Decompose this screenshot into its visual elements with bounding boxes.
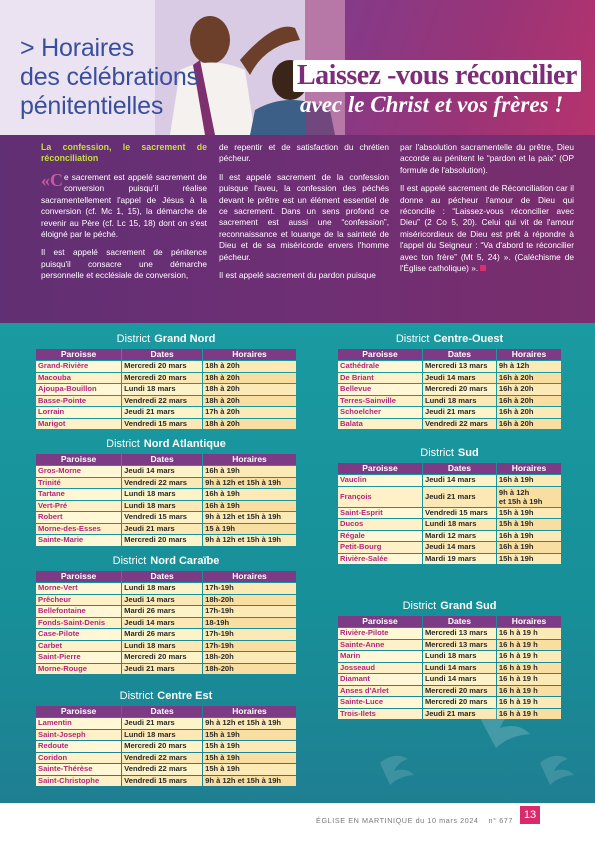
hours-cell: 18h à 20h	[203, 373, 296, 384]
table-row	[36, 361, 296, 372]
district-centre-ouest	[337, 332, 562, 430]
hours-cell: 9h à 12h et 15h à 19h	[203, 718, 296, 729]
table-row	[338, 554, 561, 565]
hours-cell: 16h à 19h	[497, 531, 561, 542]
parish-cell: Ajoupa-Bouillon	[36, 384, 121, 395]
schedule-table	[35, 570, 297, 675]
date-cell: Mercredi 20 mars	[122, 361, 202, 372]
hours-cell: 16 h à 19 h	[497, 640, 561, 651]
page-number: 13	[520, 806, 540, 824]
col-parish-header: Paroisse	[36, 706, 121, 717]
table-row	[36, 595, 296, 606]
hours-cell: 15h à 19h	[203, 741, 296, 752]
hours-cell: 15 à 19h	[203, 524, 296, 535]
district-grand-sud	[337, 599, 562, 720]
hours-cell: 18h à 20h	[203, 396, 296, 407]
col-hours-header: Horaires	[497, 616, 561, 627]
hours-cell: 9h à 12h et 15h à 19h	[497, 487, 561, 507]
table-header-row	[36, 349, 296, 360]
date-cell: Mercredi 13 mars	[423, 361, 496, 372]
parish-cell: Saint-Joseph	[36, 730, 121, 741]
table-row	[36, 535, 296, 546]
parish-cell: Rivière-Salée	[338, 554, 422, 565]
col-dates-header: Dates	[122, 571, 202, 582]
hours-cell: 16h à 19h	[497, 475, 561, 486]
col-parish-header: Paroisse	[338, 616, 422, 627]
parish-cell: Sainte-Luce	[338, 697, 422, 708]
date-cell: Vendredi 22 mars	[122, 396, 202, 407]
date-cell: Mercredi 20 mars	[122, 535, 202, 546]
date-cell: Jeudi 21 mars	[122, 524, 202, 535]
col-dates-header: Dates	[423, 463, 496, 474]
article-column-2	[219, 142, 389, 288]
article-heading: La confession, le sacrement de réconciliation	[41, 142, 207, 163]
date-cell: Mercredi 20 mars	[423, 697, 496, 708]
table-row	[36, 652, 296, 663]
date-cell: Jeudi 14 mars	[423, 475, 496, 486]
hours-cell: 17h à 20h	[203, 407, 296, 418]
table-row	[338, 531, 561, 542]
date-cell: Vendredi 15 mars	[423, 508, 496, 519]
parish-cell: Prêcheur	[36, 595, 121, 606]
confession-article	[0, 135, 595, 323]
schedule-table	[337, 348, 562, 430]
parish-cell: Sainte-Anne	[338, 640, 422, 651]
date-cell: Lundi 18 mars	[423, 651, 496, 662]
hours-cell: 16 h à 19 h	[497, 663, 561, 674]
parish-cell: Bellefontaine	[36, 606, 121, 617]
hours-cell: 16h à 19h	[203, 501, 296, 512]
parish-cell: Redoute	[36, 741, 121, 752]
page-title	[20, 34, 199, 121]
parish-cell: Trois-Ilets	[338, 709, 422, 720]
col-parish-header: Paroisse	[338, 349, 422, 360]
hours-cell: 17h-19h	[203, 606, 296, 617]
parish-cell: Terres-Sainville	[338, 396, 422, 407]
hours-cell: 16h à 20h	[497, 384, 561, 395]
date-cell: Jeudi 21 mars	[122, 664, 202, 675]
slogan-line-2: avec le Christ et vos frères !	[300, 92, 564, 117]
date-cell: Vendredi 15 mars	[122, 776, 202, 787]
parish-cell: Schoelcher	[338, 407, 422, 418]
table-row	[338, 407, 561, 418]
parish-cell: Morne-Vert	[36, 583, 121, 594]
title-line: pénitentielles	[20, 92, 164, 120]
table-row	[36, 373, 296, 384]
table-row	[338, 384, 561, 395]
table-row	[338, 709, 561, 720]
table-row	[338, 361, 561, 372]
article-column-1	[41, 142, 207, 289]
date-cell: Mercredi 20 mars	[122, 741, 202, 752]
article-paragraph: Il est appelé sacrement de la confession puisque l'aveu, la confession des péchés devant le prêtre est un élément essentiel de ce sacrement. Dans un sens profond ce sacrement est aussi une “confession”, reconnaissance et louange de la sainteté de Dieu et de sa miséricorde envers l'homme pécheur.	[219, 171, 389, 262]
district-title: District Centre Est	[119, 690, 213, 702]
hours-cell: 15h à 19h	[497, 519, 561, 530]
schedule-table	[337, 615, 562, 720]
table-row	[338, 373, 561, 384]
hours-cell: 15h à 19h	[497, 508, 561, 519]
hours-cell: 17h-19h	[203, 629, 296, 640]
table-header-row	[338, 616, 561, 627]
hours-cell: 16h à 19h	[203, 489, 296, 500]
date-cell: Jeudi 21 mars	[122, 407, 202, 418]
slogan-line-1: Laissez -vous réconcilier	[293, 60, 581, 92]
date-cell: Mercredi 13 mars	[423, 640, 496, 651]
col-dates-header: Dates	[122, 454, 202, 465]
parish-cell: Marin	[338, 651, 422, 662]
district-title: District Grand Sud	[402, 600, 497, 612]
table-header-row	[36, 706, 296, 717]
hours-cell: 9h à 12h	[497, 361, 561, 372]
table-row	[338, 674, 561, 685]
district-centre-est	[35, 689, 297, 787]
article-paragraph: Il est appelé sacrement de pénitence puisqu'il consacre une démarche personnelle et ecclésiale de conversion,	[41, 247, 207, 281]
parish-cell: Robert	[36, 512, 121, 523]
hours-cell: 17h-19h	[203, 641, 296, 652]
table-row	[338, 697, 561, 708]
col-parish-header: Paroisse	[36, 454, 121, 465]
date-cell: Lundi 18 mars	[122, 489, 202, 500]
hours-cell: 16h à 20h	[497, 396, 561, 407]
parish-cell: Coridon	[36, 753, 121, 764]
parish-cell: Case-Pilote	[36, 629, 121, 640]
drop-quote-icon: «C	[41, 170, 63, 190]
parish-cell: Bellevue	[338, 384, 422, 395]
hours-cell: 16h à 19h	[497, 542, 561, 553]
parish-cell: Lamentin	[36, 718, 121, 729]
date-cell: Jeudi 14 mars	[122, 618, 202, 629]
col-dates-header: Dates	[122, 349, 202, 360]
hours-cell: 16 h à 19 h	[497, 628, 561, 639]
parish-cell: Carbet	[36, 641, 121, 652]
hours-cell: 15h à 19h	[203, 730, 296, 741]
table-row	[36, 641, 296, 652]
col-parish-header: Paroisse	[338, 463, 422, 474]
hours-cell: 16 h à 19 h	[497, 709, 561, 720]
table-row	[36, 478, 296, 489]
schedule-section	[0, 323, 595, 803]
issue-number: n° 677	[488, 816, 513, 825]
district-nord-caraibe	[35, 554, 297, 675]
hours-cell: 16 h à 19 h	[497, 651, 561, 662]
table-row	[36, 629, 296, 640]
date-cell: Jeudi 21 mars	[423, 487, 496, 507]
col-hours-header: Horaires	[497, 463, 561, 474]
parish-cell: Saint-Pierre	[36, 652, 121, 663]
col-dates-header: Dates	[423, 349, 496, 360]
hours-cell: 18h-20h	[203, 595, 296, 606]
parish-cell: Anses d'Arlet	[338, 686, 422, 697]
parish-cell: Tartane	[36, 489, 121, 500]
parish-cell: Morne-des-Esses	[36, 524, 121, 535]
table-header-row	[36, 454, 296, 465]
parish-cell: Sainte-Thérèse	[36, 764, 121, 775]
col-hours-header: Horaires	[203, 454, 296, 465]
col-hours-header: Horaires	[203, 571, 296, 582]
date-cell: Lundi 18 mars	[423, 396, 496, 407]
date-cell: Lundi 18 mars	[423, 519, 496, 530]
district-title: District Nord Atlantique	[106, 438, 226, 450]
table-row	[338, 542, 561, 553]
table-row	[36, 419, 296, 430]
district-title: District Grand Nord	[116, 333, 216, 345]
hours-cell: 16 h à 19 h	[497, 697, 561, 708]
parish-cell: Trinité	[36, 478, 121, 489]
district-title: District Centre-Ouest	[395, 333, 504, 345]
parish-cell: Saint-Christophe	[36, 776, 121, 787]
hours-cell: 16 h à 19 h	[497, 686, 561, 697]
date-cell: Vendredi 22 mars	[122, 764, 202, 775]
hours-cell: 15h à 19h	[203, 753, 296, 764]
parish-cell: Diamant	[338, 674, 422, 685]
table-row	[338, 487, 561, 507]
table-row	[338, 686, 561, 697]
parish-cell: Morne-Rouge	[36, 664, 121, 675]
date-cell: Vendredi 15 mars	[122, 419, 202, 430]
table-row	[36, 512, 296, 523]
article-paragraph: Il est appelé sacrement de Réconciliation car il donne au pécheur l'amour de Dieu qui réconcilie : “Laissez-vous réconcilier avec Dieu” (2 Co 5, 20). Celui qui vit de l'amour miséricordieux de Dieu est prêt à répondre à l'appel du Seigneur : “Va d'abord te réconcilier avec ton frère” (Mt 5, 24) ». (Caléchisme de l'Église catholique) ».	[400, 183, 574, 274]
parish-cell: Macouba	[36, 373, 121, 384]
table-row	[338, 628, 561, 639]
table-row	[36, 489, 296, 500]
date-cell: Lundi 14 mars	[423, 663, 496, 674]
parish-cell: De Briant	[338, 373, 422, 384]
hours-cell: 18-19h	[203, 618, 296, 629]
col-hours-header: Horaires	[497, 349, 561, 360]
hours-cell: 17h-19h	[203, 583, 296, 594]
hours-cell: 9h à 12h et 15h à 19h	[203, 776, 296, 787]
footer-text	[316, 816, 513, 825]
table-row	[338, 519, 561, 530]
parish-cell: Marigot	[36, 419, 121, 430]
article-column-3	[400, 142, 574, 281]
parish-cell: Lorrain	[36, 407, 121, 418]
table-row	[36, 466, 296, 477]
date-cell: Mercredi 20 mars	[423, 384, 496, 395]
date-cell: Lundi 18 mars	[122, 501, 202, 512]
date-cell: Jeudi 21 mars	[423, 407, 496, 418]
schedule-table	[337, 462, 562, 565]
table-row	[338, 651, 561, 662]
date-cell: Mercredi 13 mars	[423, 628, 496, 639]
hours-cell: 9h à 12h et 15h à 19h	[203, 535, 296, 546]
col-parish-header: Paroisse	[36, 571, 121, 582]
parish-cell: Cathédrale	[338, 361, 422, 372]
date-cell: Vendredi 22 mars	[122, 478, 202, 489]
date-cell: Lundi 14 mars	[423, 674, 496, 685]
parish-cell: Rivière-Pilote	[338, 628, 422, 639]
date-cell: Lundi 18 mars	[122, 730, 202, 741]
hours-cell: 9h à 12h et 15h à 19h	[203, 512, 296, 523]
col-parish-header: Paroisse	[36, 349, 121, 360]
date-cell: Mercredi 20 mars	[122, 652, 202, 663]
date-cell: Lundi 18 mars	[122, 384, 202, 395]
date-cell: Mardi 19 mars	[423, 554, 496, 565]
parish-cell: Fonds-Saint-Denis	[36, 618, 121, 629]
parish-cell: Régale	[338, 531, 422, 542]
table-row	[36, 407, 296, 418]
table-row	[36, 501, 296, 512]
date-cell: Jeudi 21 mars	[122, 718, 202, 729]
table-row	[338, 640, 561, 651]
col-dates-header: Dates	[423, 616, 496, 627]
table-row	[36, 764, 296, 775]
table-row	[36, 384, 296, 395]
hours-cell: 18h à 20h	[203, 419, 296, 430]
table-header-row	[36, 571, 296, 582]
col-hours-header: Horaires	[203, 706, 296, 717]
table-row	[338, 663, 561, 674]
hours-cell: 16h à 20h	[497, 407, 561, 418]
parish-cell: Vert-Pré	[36, 501, 121, 512]
header-banner	[0, 0, 595, 135]
table-row	[36, 606, 296, 617]
table-row	[338, 396, 561, 407]
article-paragraph: de repentir et de satisfaction du chrétien pécheur.	[219, 142, 389, 164]
date-cell: Lundi 18 mars	[122, 583, 202, 594]
hours-cell: 16h à 19h	[203, 466, 296, 477]
table-row	[338, 475, 561, 486]
table-row	[36, 396, 296, 407]
page-footer	[0, 803, 595, 842]
parish-cell: Sainte-Marie	[36, 535, 121, 546]
district-title: District Sud	[420, 447, 479, 459]
date-cell: Vendredi 15 mars	[122, 512, 202, 523]
district-grand-nord	[35, 332, 297, 430]
district-sud	[337, 446, 562, 565]
title-line: > Horaires	[20, 34, 135, 62]
col-hours-header: Horaires	[203, 349, 296, 360]
article-paragraph: par l'absolution sacramentelle du prêtre, Dieu accorde au pénitent le “pardon et la paix” (OP formule de l'absolution).	[400, 142, 574, 175]
end-square-icon	[480, 265, 486, 271]
table-row	[36, 730, 296, 741]
parish-cell: François	[338, 487, 422, 507]
district-nord-atlantique	[35, 437, 297, 547]
hours-cell: 9h à 12h et 15h à 19h	[203, 478, 296, 489]
table-header-row	[338, 349, 561, 360]
hours-cell: 16h à 20h	[497, 419, 561, 430]
table-row	[36, 618, 296, 629]
date-cell: Mardi 12 mars	[423, 531, 496, 542]
col-dates-header: Dates	[122, 706, 202, 717]
date-cell: Jeudi 14 mars	[423, 373, 496, 384]
parish-cell: Ducos	[338, 519, 422, 530]
table-row	[36, 776, 296, 787]
hours-cell: 18h à 20h	[203, 384, 296, 395]
parish-cell: Balata	[338, 419, 422, 430]
date-cell: Vendredi 22 mars	[122, 753, 202, 764]
date-cell: Jeudi 14 mars	[122, 595, 202, 606]
parish-cell: Vauclin	[338, 475, 422, 486]
article-paragraph: «Ce sacrement est appelé sacrement de conversion puisqu'il réalise sacramentellement l'appel de Jésus à la conversion (cf. Mc 1, 15), la démarche de revenir au Père (cf. Lc 15, 18) dont on s'est éloigné par le péché.	[41, 170, 207, 240]
hours-cell: 18h-20h	[203, 652, 296, 663]
date-cell: Mardi 26 mars	[122, 606, 202, 617]
article-paragraph: Il est appelé sacrement du pardon puisque	[219, 270, 376, 281]
table-row	[36, 583, 296, 594]
hours-cell: 15h à 19h	[203, 764, 296, 775]
date-cell: Jeudi 14 mars	[423, 542, 496, 553]
table-header-row	[338, 463, 561, 474]
table-row	[36, 753, 296, 764]
table-row	[338, 419, 561, 430]
hours-cell: 18h-20h	[203, 664, 296, 675]
hours-cell: 16h à 20h	[497, 373, 561, 384]
hours-cell: 15h à 19h	[497, 554, 561, 565]
title-line: des célébrations	[20, 63, 199, 91]
parish-cell: Saint-Esprit	[338, 508, 422, 519]
publication-name: ÉGLISE EN MARTINIQUE du 10 mars 2024	[316, 816, 479, 825]
district-title: District Nord Caraïbe	[112, 555, 220, 567]
table-row	[36, 741, 296, 752]
parish-cell: Basse-Pointe	[36, 396, 121, 407]
table-row	[36, 718, 296, 729]
date-cell: Lundi 18 mars	[122, 641, 202, 652]
table-row	[36, 524, 296, 535]
date-cell: Mercredi 20 mars	[423, 686, 496, 697]
parish-cell: Gros-Morne	[36, 466, 121, 477]
schedule-table	[35, 348, 297, 430]
date-cell: Mercredi 20 mars	[122, 373, 202, 384]
table-row	[36, 664, 296, 675]
hours-cell: 16 h à 19 h	[497, 674, 561, 685]
date-cell: Jeudi 21 mars	[423, 709, 496, 720]
date-cell: Vendredi 22 mars	[423, 419, 496, 430]
parish-cell: Josseaud	[338, 663, 422, 674]
parish-cell: Grand-Rivière	[36, 361, 121, 372]
hours-cell: 18h à 20h	[203, 361, 296, 372]
schedule-table	[35, 453, 297, 547]
date-cell: Mardi 26 mars	[122, 629, 202, 640]
table-row	[338, 508, 561, 519]
date-cell: Jeudi 14 mars	[122, 466, 202, 477]
parish-cell: Petit-Bourg	[338, 542, 422, 553]
schedule-table	[35, 705, 297, 787]
